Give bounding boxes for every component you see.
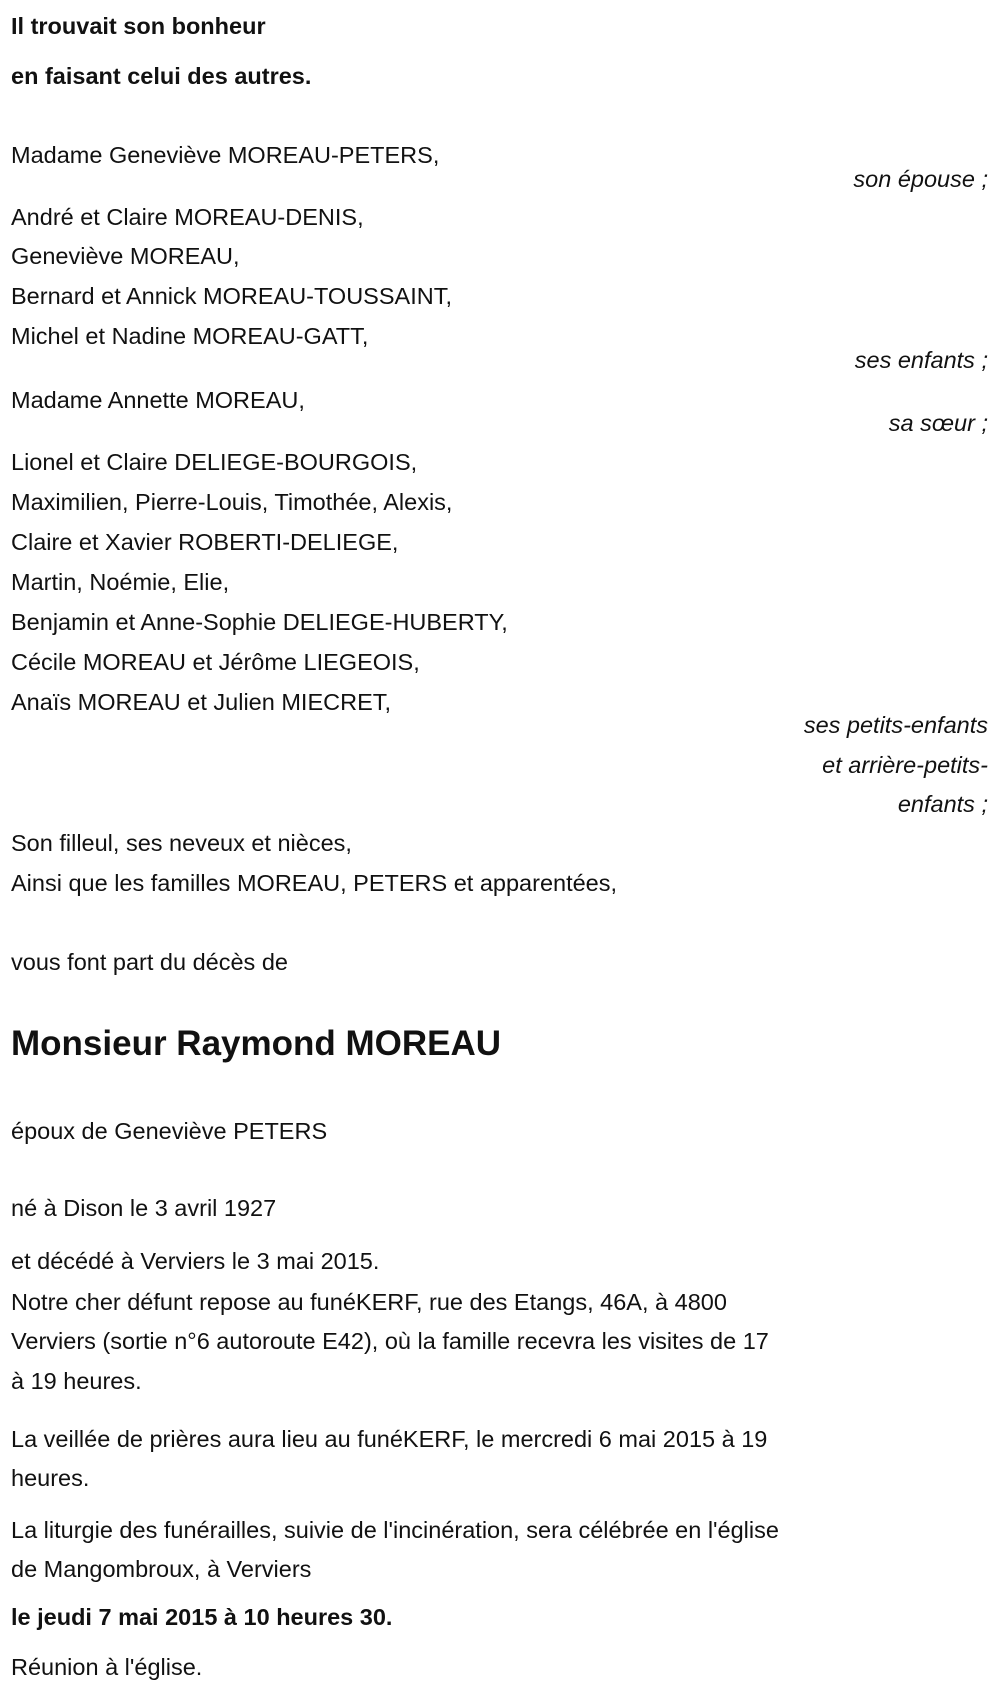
family-relation: son épouse ; — [853, 166, 988, 192]
motto-line: en faisant celui des autres. — [11, 63, 312, 89]
family-name: Lionel et Claire DELIEGE-BOURGOIS, — [11, 449, 418, 475]
family-name: André et Claire MOREAU-DENIS, — [11, 204, 364, 230]
family-name: Anaïs MOREAU et Julien MIECRET, — [11, 689, 392, 715]
liturgy-line: La liturgie des funérailles, suivie de l'incinération, sera célébrée en l'église — [11, 1517, 779, 1543]
announcement: vous font part du décès de — [11, 949, 288, 975]
spouse-line: époux de Geneviève PETERS — [11, 1118, 328, 1144]
others-line: Son filleul, ses neveux et nièces, — [11, 830, 352, 856]
vigil-line: La veillée de prières aura lieu au funéKERF, le mercredi 6 mai 2015 à 19 — [11, 1426, 768, 1452]
family-relation: enfants ; — [897, 791, 988, 817]
family-name: Bernard et Annick MOREAU-TOUSSAINT, — [11, 283, 452, 309]
meeting-line: Réunion à l'église. — [11, 1654, 203, 1680]
repose-line: Notre cher défunt repose au funéKERF, rue des Etangs, 46A, à 4800 — [11, 1289, 727, 1315]
vigil-line: heures. — [11, 1465, 90, 1491]
birth-line: né à Dison le 3 avril 1927 — [11, 1195, 277, 1221]
family-relation: sa sœur ; — [888, 410, 988, 436]
others-line: Ainsi que les familles MOREAU, PETERS et apparentées, — [11, 870, 618, 896]
motto-line: Il trouvait son bonheur — [11, 13, 266, 39]
family-name: Claire et Xavier ROBERTI-DELIEGE, — [11, 529, 399, 555]
family-relation: et arrière-petits- — [822, 752, 988, 778]
family-relation: ses enfants ; — [854, 347, 988, 373]
repose-line: Verviers (sortie n°6 autoroute E42), où la famille recevra les visites de 17 — [11, 1328, 769, 1354]
family-name: Michel et Nadine MOREAU-GATT, — [11, 323, 369, 349]
family-name: Cécile MOREAU et Jérôme LIEGEOIS, — [11, 649, 420, 675]
repose-line: à 19 heures. — [11, 1368, 142, 1394]
family-name: Benjamin et Anne-Sophie DELIEGE-HUBERTY, — [11, 609, 508, 635]
death-line: et décédé à Verviers le 3 mai 2015. — [11, 1248, 380, 1274]
family-name: Maximilien, Pierre-Louis, Timothée, Alexis, — [11, 489, 453, 515]
family-name: Madame Annette MOREAU, — [11, 387, 305, 413]
ceremony-date: le jeudi 7 mai 2015 à 10 heures 30. — [11, 1604, 393, 1630]
family-relation: ses petits-enfants — [803, 712, 988, 738]
liturgy-line: de Mangombroux, à Verviers — [11, 1556, 312, 1582]
deceased-name: Monsieur Raymond MOREAU — [11, 1024, 502, 1063]
family-name: Madame Geneviève MOREAU-PETERS, — [11, 142, 440, 168]
family-name: Geneviève MOREAU, — [11, 243, 240, 269]
family-name: Martin, Noémie, Elie, — [11, 569, 230, 595]
